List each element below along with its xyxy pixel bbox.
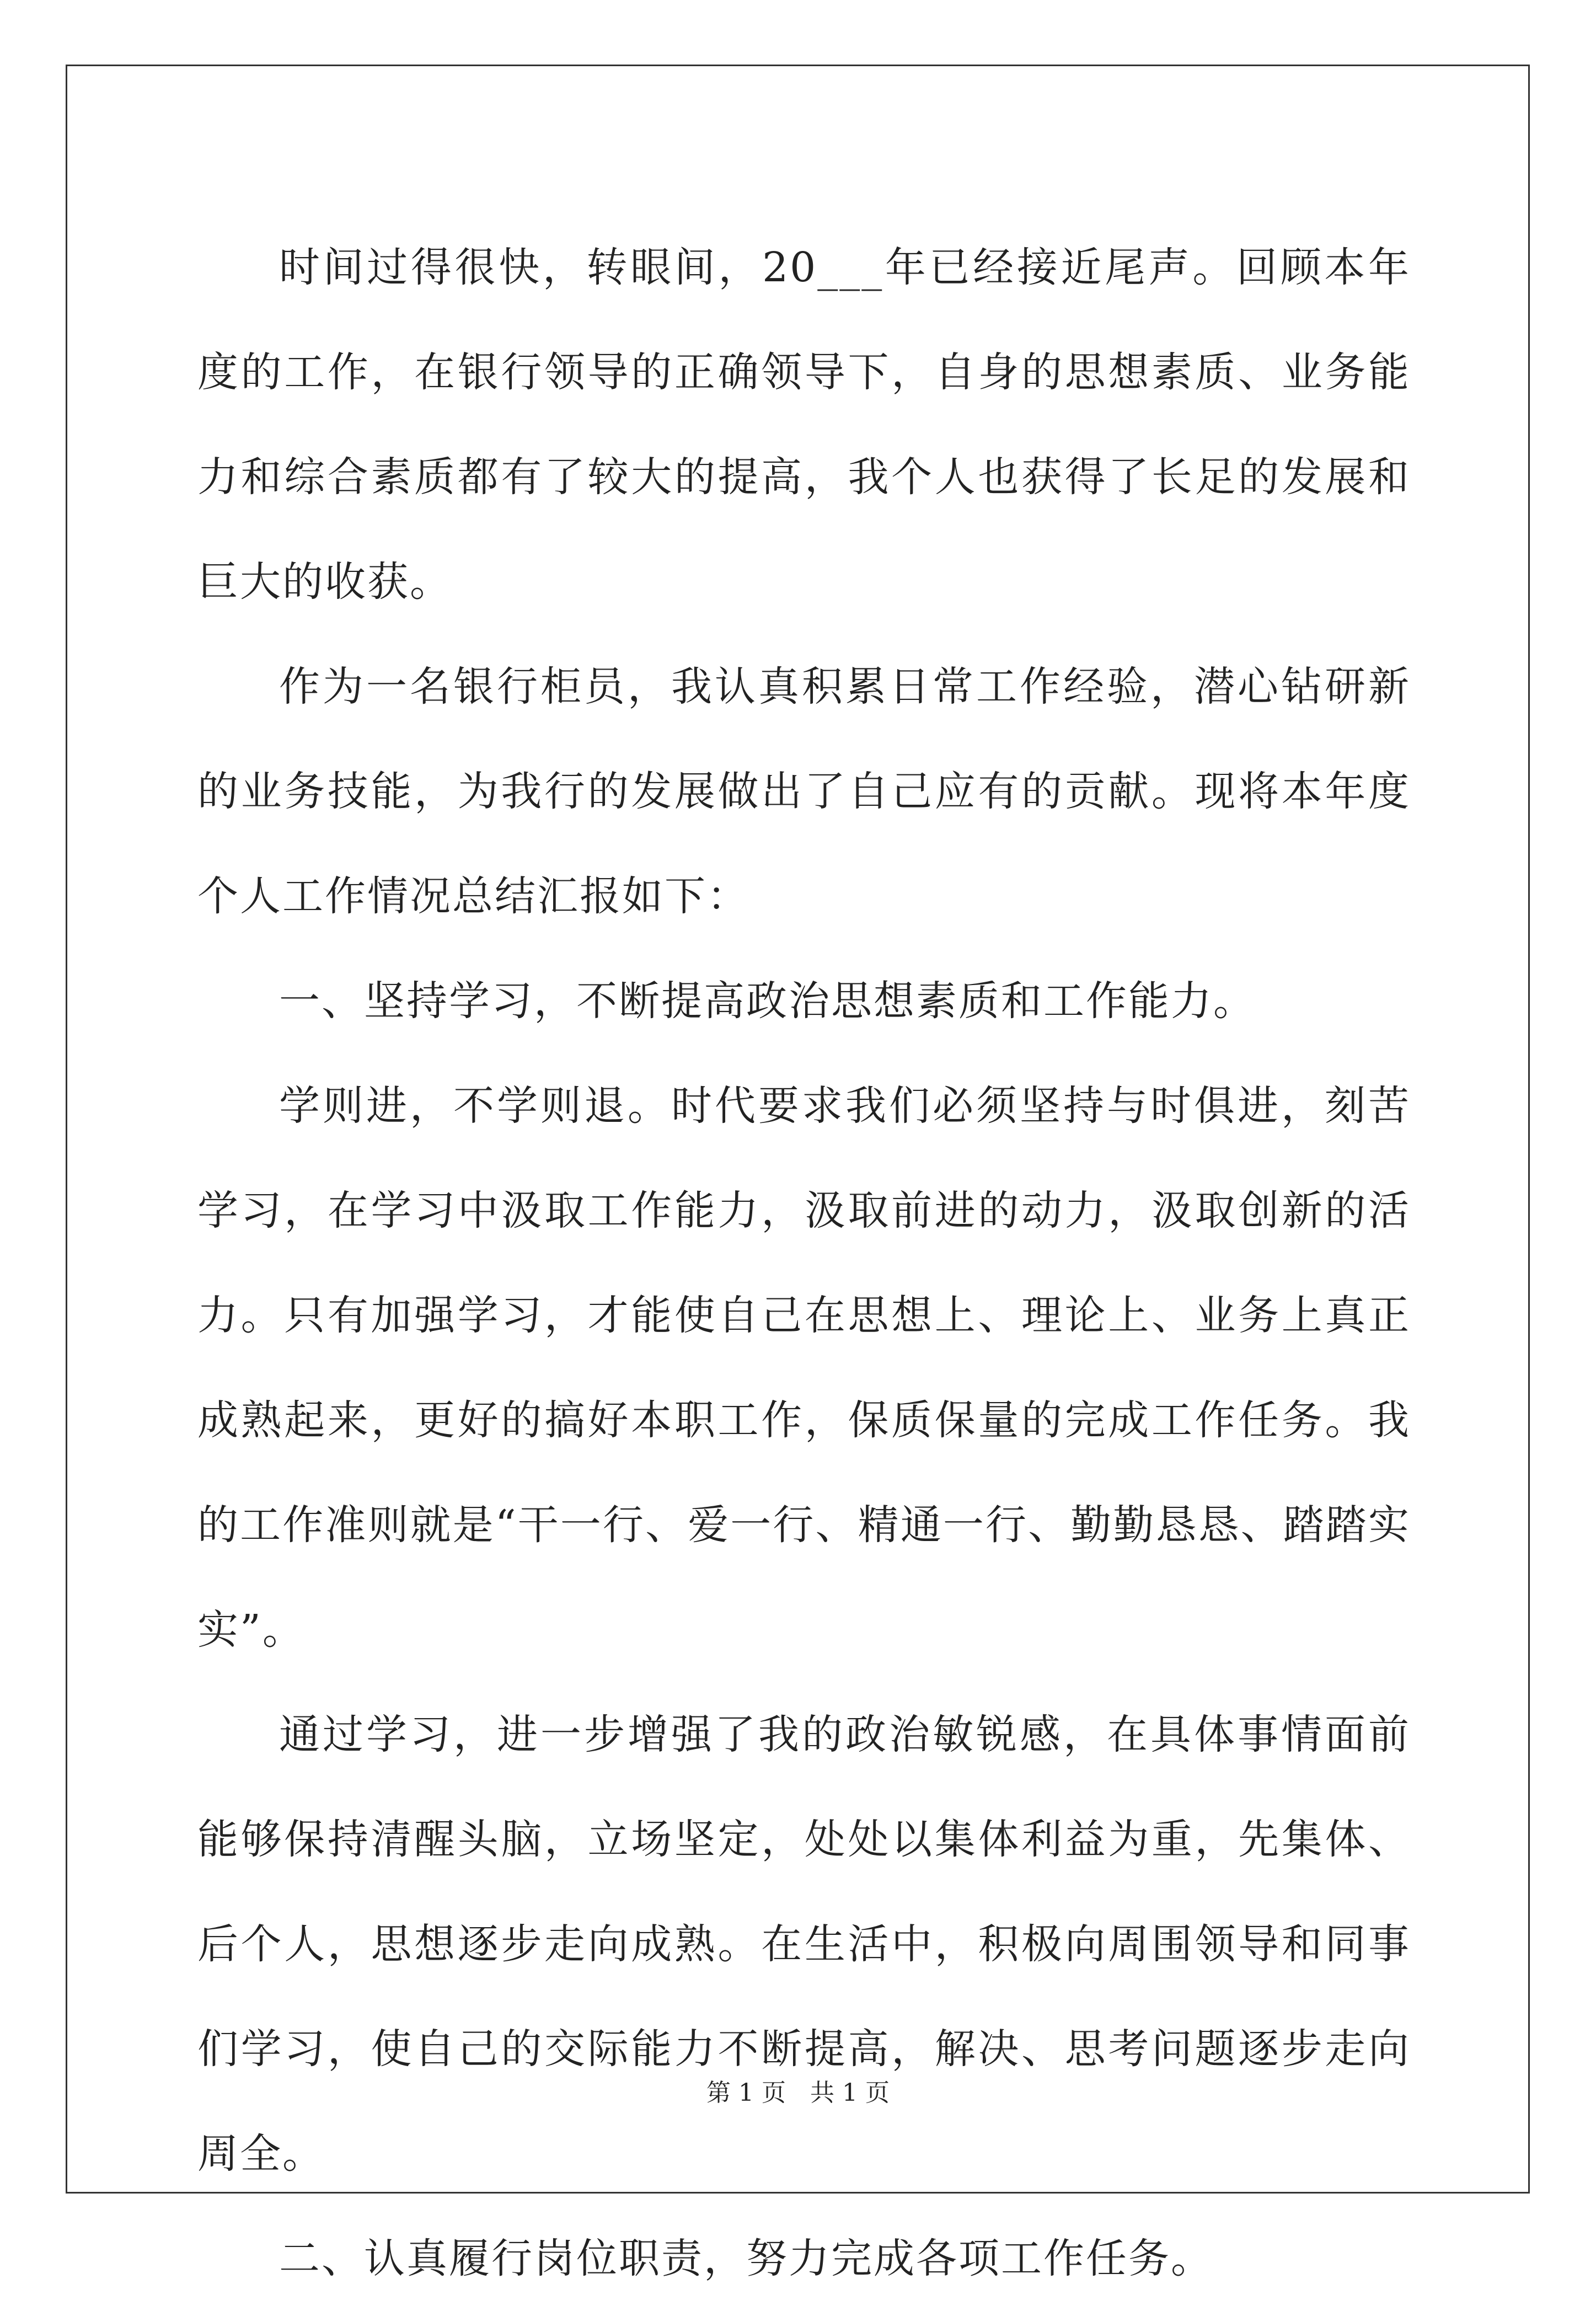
paragraph-role: 作为一名银行柜员，我认真积累日常工作经验，潜心钻研新的业务技能，为我行的发展做出了自己应有的贡献。现将本年度个人工作情况总结汇报如下： [197,663,1411,920]
heading-section-1: 一、坚持学习，不断提高政治思想素质和工作能力。 [279,977,1256,1025]
paragraph-intro: 时间过得很快，转眼间，20___年已经接近尾声。回顾本年度的工作，在银行领导的正确领导下，自身的思想素质、业务能力和综合素质都有了较大的提高，我个人也获得了长足的发展和巨大的收获。 [197,244,1411,606]
heading-section-2: 二、认真履行岗位职责，努力完成各项工作任务。 [279,2235,1213,2282]
page-number-footer: 第 1 页 共 1 页 [706,2079,890,2107]
paragraph-growth: 通过学习，进一步增强了我的政治敏锐感，在具体事情面前能够保持清醒头脑，立场坚定，处处以集体利益为重，先集体、后个人，思想逐步走向成熟。在生活中，积极向周围领导和同事们学习，使自己的交际能力不断提高，解决、思考问题逐步走向周全。 [197,1711,1411,2178]
document-body [197,215,1411,2311]
paragraph-learning: 学则进，不学则退。时代要求我们必须坚持与时俱进，刻苦学习，在学习中汲取工作能力，汲取前进的动力，汲取创新的活力。只有加强学习，才能使自己在思想上、理论上、业务上真正成熟起来，更好的搞好本职工作，保质保量的完成工作任务。我的工作准则就是“干一行、爱一行、精通一行、勤勤恳恳、踏踏实实”。 [197,1082,1411,1654]
